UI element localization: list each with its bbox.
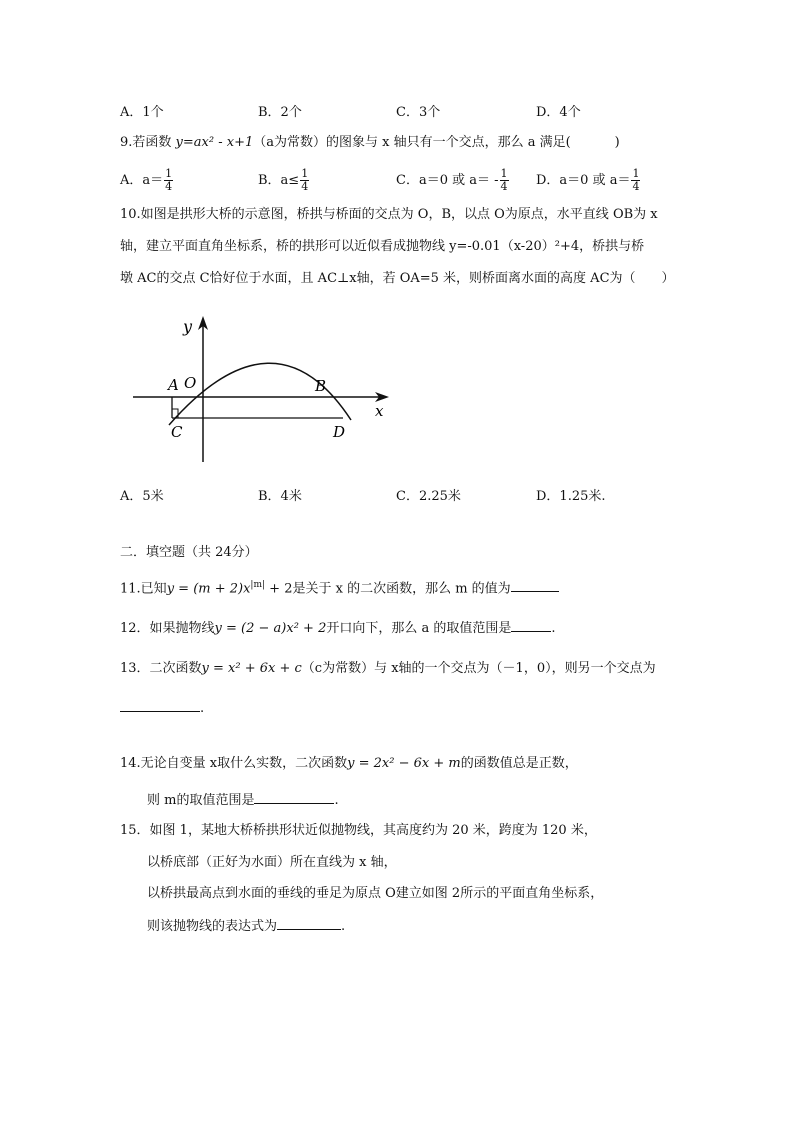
- q13-end: .: [200, 701, 205, 716]
- q10-line-2: 轴，建立平面直角坐标系，桥的拱形可以近似看成抛物线 y=-0.01（x-20）²+4，桥拱与桥: [120, 239, 645, 254]
- label-c: C: [171, 423, 183, 441]
- answer-blank[interactable]: [254, 789, 334, 804]
- fraction: $\frac{1}{4}$: [165, 167, 173, 193]
- label-d: D: [333, 423, 346, 441]
- q9-stem-a: 若函数: [132, 135, 176, 150]
- q9-stem-b: （a为常数）的图象与 x 轴只有一个交点，那么 a 满足(: [253, 135, 571, 150]
- q10-line-3: 墩 AC的交点 C恰好位于水面，且 AC⊥x轴，若 OA=5 米，则桥面离水面的高度 AC为（ ）: [120, 271, 675, 286]
- q9-number: 9.: [120, 135, 133, 150]
- q8-option-c: C．3个: [396, 105, 441, 120]
- q15-line-4: [147, 915, 345, 937]
- q15-line-3: 以桥拱最高点到水面的垂线的垂足为原点 O建立如图 2所示的平面直角坐标系，: [147, 886, 604, 901]
- q14-prefix: 14.无论自变量 x取什么实数，二次函数: [120, 756, 348, 771]
- q9-option-d-label: D．a＝0 或 a＝: [536, 173, 631, 188]
- q12: [120, 617, 556, 639]
- q9-option-c: [396, 168, 510, 193]
- fraction: $\frac{1}{4}$: [632, 167, 640, 193]
- q9-option-b-label: B．a≤: [258, 173, 300, 188]
- q9-stem-end: ): [614, 135, 620, 150]
- section-title: 二．填空题（共 24分）: [120, 545, 258, 560]
- q11-exponent: |m|: [250, 580, 266, 590]
- label-a: A: [168, 376, 179, 394]
- q9-option-c-label: C．a＝0 或 a＝ -: [396, 173, 499, 188]
- q9-option-a-label: A．a＝: [120, 173, 164, 188]
- q14-line-2: [147, 789, 339, 811]
- q14-end: .: [334, 793, 339, 808]
- q13: [120, 659, 656, 679]
- q8-option-b: B．2个: [258, 105, 302, 120]
- label-y: y: [183, 317, 193, 336]
- label-o: O: [184, 374, 197, 392]
- answer-blank[interactable]: [120, 697, 200, 712]
- q12-prefix: 12．如果抛物线: [120, 621, 215, 636]
- q11-suffix: 是关于 x 的二次函数，那么 m 的值为: [292, 581, 511, 597]
- q14-formula: y = 2x² − 6x + m: [347, 756, 461, 771]
- q11-prefix: 11.已知: [120, 581, 167, 597]
- q9-stem: [120, 133, 620, 153]
- q10-option-a: A．5米: [120, 489, 164, 504]
- q15-line-1: 15．如图 1，某地大桥桥拱形状近似抛物线，其高度约为 20 米，跨度为 120 米，: [120, 823, 597, 838]
- q11-formula-tail: + 2: [265, 581, 293, 597]
- q15-end: .: [341, 919, 346, 934]
- q9-option-b: [258, 168, 310, 193]
- q8-option-d: D．4个: [536, 105, 581, 120]
- q15-line-2: 以桥底部（正好为水面）所在直线为 x 轴，: [147, 855, 397, 870]
- label-b: B: [315, 377, 327, 395]
- q10-option-d: D．1.25米.: [536, 489, 606, 504]
- fraction: $\frac{1}{4}$: [301, 167, 309, 193]
- q12-end: .: [551, 621, 556, 636]
- q14-line-2-text: 则 m的取值范围是: [147, 793, 255, 808]
- fraction: $\frac{1}{4}$: [500, 167, 508, 193]
- answer-blank[interactable]: [511, 577, 559, 592]
- q12-suffix: 开口向下，那么 a 的取值范围是: [326, 621, 512, 636]
- q13-formula: y = x² + 6x + c: [201, 661, 302, 676]
- q11-formula: y = (m + 2)x: [166, 581, 251, 597]
- q9-function: y=ax² - x+1: [175, 135, 254, 150]
- q10-option-c: C．2.25米: [396, 489, 461, 504]
- q10-bridge-figure: [125, 312, 395, 472]
- q11: [120, 575, 559, 599]
- label-x: x: [375, 402, 384, 420]
- q10-option-b: B．4米: [258, 489, 302, 504]
- q9-option-d: [536, 168, 641, 193]
- q10-line-1: 10.如图是拱形大桥的示意图，桥拱与桥面的交点为 O，B，以点 O为原点，水平直线 OB为 x: [120, 207, 658, 222]
- q13-answer-line: [120, 697, 204, 719]
- q15-line-4-text: 则该抛物线的表达式为: [147, 919, 278, 934]
- q14-suffix: 的函数值总是正数，: [460, 756, 578, 771]
- q12-formula: y = (2 − a)x² + 2: [214, 621, 327, 636]
- q13-prefix: 13．二次函数: [120, 661, 202, 676]
- q13-suffix: （c为常数）与 x轴的一个交点为（－1，0），则另一个交点为: [301, 661, 656, 676]
- answer-blank[interactable]: [277, 915, 341, 930]
- q14: [120, 754, 578, 774]
- q9-option-a: [120, 168, 174, 193]
- answer-blank[interactable]: [511, 617, 551, 632]
- q8-option-a: A．1个: [120, 105, 164, 120]
